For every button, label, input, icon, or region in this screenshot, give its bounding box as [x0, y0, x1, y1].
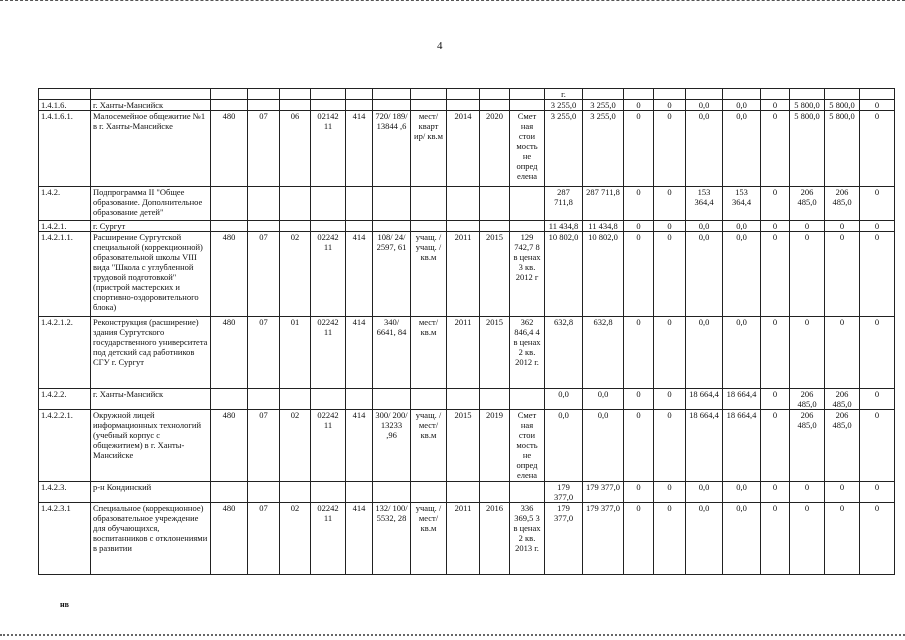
- table-cell: 0: [761, 410, 790, 482]
- table-cell: 0: [860, 221, 895, 232]
- table-cell: 0: [761, 187, 790, 221]
- table-row: [39, 317, 895, 389]
- table-cell: 02242 11: [311, 503, 346, 575]
- table-cell: 01: [280, 317, 311, 389]
- table-cell: 0: [624, 232, 654, 317]
- table-cell: 18 664,4: [723, 410, 761, 482]
- table-cell: 0: [860, 482, 895, 503]
- table-cell: 0: [654, 317, 686, 389]
- row-name: Специальное (коррекционное) образовательное учреждение для обучающихся, воспитанников с отклонениями в развитии: [91, 503, 211, 575]
- table-cell: 07: [248, 503, 280, 575]
- table-cell: 632,8: [583, 317, 624, 389]
- table-cell: 0: [860, 389, 895, 410]
- table-row: [39, 482, 895, 503]
- table-cell: 0: [860, 232, 895, 317]
- table-cell: 02242 11: [311, 410, 346, 482]
- table-cell: 0,0: [723, 111, 761, 187]
- row-code: 1.4.2.2.: [39, 389, 91, 410]
- table-cell: 0: [761, 482, 790, 503]
- table-cell: 206 485,0: [790, 410, 825, 482]
- table-cell: [411, 482, 447, 503]
- table-cell: 0: [860, 503, 895, 575]
- table-cell: 0: [860, 317, 895, 389]
- table-cell: 2019: [480, 410, 510, 482]
- table-cell: [373, 482, 411, 503]
- table-cell: 0,0: [686, 482, 723, 503]
- table-cell: 0: [624, 410, 654, 482]
- table-cell: 0: [654, 503, 686, 575]
- table-cell: [311, 482, 346, 503]
- table-cell: 2015: [447, 410, 480, 482]
- table-cell: [447, 100, 480, 111]
- row-code: 1.4.2.1.2.: [39, 317, 91, 389]
- row-name: р-н Кондинский: [91, 482, 211, 503]
- table-row: [39, 410, 895, 482]
- table-cell: 0: [825, 317, 860, 389]
- table-cell: 0: [624, 100, 654, 111]
- table-cell: 0: [654, 232, 686, 317]
- table-row: [39, 232, 895, 317]
- table-cell: 0: [790, 503, 825, 575]
- table-cell: 0: [790, 482, 825, 503]
- table-cell: [510, 389, 545, 410]
- table-cell: [480, 100, 510, 111]
- table-cell: [373, 100, 411, 111]
- table-cell: 2015: [480, 317, 510, 389]
- table-cell: [447, 221, 480, 232]
- table-cell: 206 485,0: [825, 187, 860, 221]
- table-cell: 5 800,0: [825, 100, 860, 111]
- table-cell: 287 711,8: [583, 187, 624, 221]
- table-cell: [211, 389, 248, 410]
- page-edge-bottom: [0, 634, 905, 636]
- table-cell: 720/ 189/ 13844 ,6: [373, 111, 411, 187]
- table-cell: 206 485,0: [790, 389, 825, 410]
- table-cell: 0: [790, 221, 825, 232]
- table-cell: [510, 221, 545, 232]
- table-cell: 0: [761, 503, 790, 575]
- table-cell: 0: [624, 317, 654, 389]
- table-cell: [373, 221, 411, 232]
- table-cell: 480: [211, 232, 248, 317]
- row-name: Окружной лицей информационных технологий (учебный корпус с общежитием) в г. Ханты-Мансийске: [91, 410, 211, 482]
- table-cell: 11 434,8: [545, 221, 583, 232]
- table-cell: 414: [346, 232, 373, 317]
- table-cell: 0,0: [723, 221, 761, 232]
- table-cell: [211, 221, 248, 232]
- table-cell: 129 742,7 8 в ценах 3 кв. 2012 г: [510, 232, 545, 317]
- table-cell: 0,0: [723, 482, 761, 503]
- table-cell: 0: [825, 482, 860, 503]
- table-cell: 108/ 24/ 2597, 61: [373, 232, 411, 317]
- table-cell: 18 664,4: [723, 389, 761, 410]
- table-cell: [373, 389, 411, 410]
- row-name: г. Ханты-Мансийск: [91, 389, 211, 410]
- table-cell: 0: [790, 317, 825, 389]
- budget-table: [38, 88, 895, 575]
- row-name: Расширение Сургутской специальной (коррекционной) образовательной школы VIII вида "Школа с углубленной трудовой подготовкой" (пристрой мастерских и спортивно-оздоровительного блока): [91, 232, 211, 317]
- table-cell: 02: [280, 503, 311, 575]
- table-cell: [211, 100, 248, 111]
- table-cell: 0,0: [545, 410, 583, 482]
- row-name: Малосемейное общежитие №1 в г. Ханты-Мансийске: [91, 111, 211, 187]
- table-cell: [211, 482, 248, 503]
- row-code: 1.4.2.3.: [39, 482, 91, 503]
- table-cell: [447, 389, 480, 410]
- table-cell: 0,0: [723, 317, 761, 389]
- table-cell: [373, 187, 411, 221]
- table-cell: [248, 187, 280, 221]
- table-cell: 2014: [447, 111, 480, 187]
- table-cell: 414: [346, 317, 373, 389]
- table-cell: 02242 11: [311, 317, 346, 389]
- table-cell: Смет ная стои мость не опред елена: [510, 111, 545, 187]
- table-cell: Смет ная стои мость не опред елена: [510, 410, 545, 482]
- table-cell: 0: [761, 111, 790, 187]
- table-cell: 132/ 100/ 5532, 28: [373, 503, 411, 575]
- table-row: [39, 187, 895, 221]
- row-code: 1.4.2.2.1.: [39, 410, 91, 482]
- table-cell: 06: [280, 111, 311, 187]
- table-cell: 10 802,0: [545, 232, 583, 317]
- table-cell: [346, 482, 373, 503]
- table-row: [39, 389, 895, 410]
- table-cell: 0: [624, 187, 654, 221]
- table-cell: 480: [211, 317, 248, 389]
- table-cell: [248, 100, 280, 111]
- table-cell: 0,0: [686, 317, 723, 389]
- table-row: [39, 221, 895, 232]
- table-cell: 0,0: [723, 100, 761, 111]
- table-cell: 179 377,0: [583, 482, 624, 503]
- table-cell: 0,0: [583, 410, 624, 482]
- table-cell: [311, 221, 346, 232]
- table-cell: [411, 100, 447, 111]
- row-code: 1.4.2.1.1.: [39, 232, 91, 317]
- table-cell: 0: [860, 187, 895, 221]
- table-cell: [510, 482, 545, 503]
- table-cell: мест/ кварт ир/ кв.м: [411, 111, 447, 187]
- table-cell: 02242 11: [311, 232, 346, 317]
- table-cell: 0: [624, 111, 654, 187]
- table-cell: 07: [248, 317, 280, 389]
- row-code: 1.4.1.6.1.: [39, 111, 91, 187]
- table-cell: [346, 187, 373, 221]
- table-cell: 5 800,0: [790, 111, 825, 187]
- table-cell: 2020: [480, 111, 510, 187]
- table-cell: 0: [624, 389, 654, 410]
- table-cell: учащ. / мест/ кв.м: [411, 410, 447, 482]
- table-cell: 0: [860, 410, 895, 482]
- table-cell: [411, 389, 447, 410]
- table-row: [39, 100, 895, 111]
- row-name: г. Ханты-Мансийск: [91, 100, 211, 111]
- table-cell: учащ. / мест/ кв.м: [411, 503, 447, 575]
- table-cell: 0,0: [723, 232, 761, 317]
- table-cell: 362 846,4 4 в ценах 2 кв. 2012 г.: [510, 317, 545, 389]
- table-cell: [311, 187, 346, 221]
- table-cell: [280, 221, 311, 232]
- table-cell: 0: [654, 100, 686, 111]
- table-cell: 0: [624, 503, 654, 575]
- table-cell: [311, 389, 346, 410]
- table-cell: 0: [860, 111, 895, 187]
- table-cell: 3 255,0: [583, 100, 624, 111]
- row-name: Подпрограмма II "Общее образование. Дополнительное образование детей": [91, 187, 211, 221]
- table-cell: 414: [346, 503, 373, 575]
- table-cell: [480, 221, 510, 232]
- table-cell: [480, 187, 510, 221]
- table-cell: 480: [211, 503, 248, 575]
- table-cell: [280, 100, 311, 111]
- table-cell: [211, 187, 248, 221]
- header-fragment: г.: [545, 89, 583, 100]
- table-cell: 0: [761, 389, 790, 410]
- table-cell: 480: [211, 111, 248, 187]
- table-cell: 3 255,0: [545, 111, 583, 187]
- table-cell: 0,0: [686, 503, 723, 575]
- table-cell: 07: [248, 111, 280, 187]
- table-cell: [447, 482, 480, 503]
- table-cell: 2011: [447, 232, 480, 317]
- table-cell: [480, 389, 510, 410]
- table-cell: 02: [280, 232, 311, 317]
- table-cell: [510, 100, 545, 111]
- table-cell: 0: [761, 221, 790, 232]
- table-cell: [411, 221, 447, 232]
- table-cell: 179 377,0: [545, 482, 583, 503]
- table-cell: 0: [654, 221, 686, 232]
- table-cell: 0: [624, 221, 654, 232]
- table-cell: 5 800,0: [790, 100, 825, 111]
- table-cell: [280, 187, 311, 221]
- table-cell: 3 255,0: [545, 100, 583, 111]
- table-cell: 0: [624, 482, 654, 503]
- table-cell: 414: [346, 111, 373, 187]
- row-name: Реконструкция (расширение) здания Сургутского государственного университета под детский сад работников СГУ г. Сургут: [91, 317, 211, 389]
- table-cell: 3 255,0: [583, 111, 624, 187]
- row-code: 1.4.2.: [39, 187, 91, 221]
- header-fragment-row: [39, 89, 895, 100]
- table-cell: 02142 11: [311, 111, 346, 187]
- table-cell: 287 711,8: [545, 187, 583, 221]
- table-cell: 480: [211, 410, 248, 482]
- table-cell: 2011: [447, 503, 480, 575]
- table-cell: 0: [654, 187, 686, 221]
- table-cell: 0,0: [545, 389, 583, 410]
- table-cell: 206 485,0: [825, 410, 860, 482]
- table-cell: 0,0: [583, 389, 624, 410]
- table-cell: 0: [825, 232, 860, 317]
- table-cell: 0,0: [686, 232, 723, 317]
- table-cell: 07: [248, 410, 280, 482]
- table-cell: 206 485,0: [825, 389, 860, 410]
- row-code: 1.4.2.3.1: [39, 503, 91, 575]
- row-name: г. Сургут: [91, 221, 211, 232]
- table-cell: [447, 187, 480, 221]
- table-cell: мест/ кв.м: [411, 317, 447, 389]
- table-cell: 0: [825, 503, 860, 575]
- table-cell: [346, 221, 373, 232]
- table-cell: 07: [248, 232, 280, 317]
- table-cell: 0: [860, 100, 895, 111]
- table-cell: 153 364,4: [686, 187, 723, 221]
- table-cell: 18 664,4: [686, 410, 723, 482]
- table-cell: 0,0: [686, 100, 723, 111]
- table-cell: 153 364,4: [723, 187, 761, 221]
- table-cell: [346, 389, 373, 410]
- table-cell: 0: [761, 232, 790, 317]
- table-cell: 18 664,4: [686, 389, 723, 410]
- table-cell: 414: [346, 410, 373, 482]
- table-cell: [480, 482, 510, 503]
- table-cell: [248, 389, 280, 410]
- table-cell: [346, 100, 373, 111]
- table-cell: [248, 221, 280, 232]
- table-cell: 340/ 6641, 84: [373, 317, 411, 389]
- table-cell: 0: [790, 232, 825, 317]
- table-cell: 300/ 200/ 13233 ,96: [373, 410, 411, 482]
- table-cell: [411, 187, 447, 221]
- table-cell: 0: [761, 100, 790, 111]
- table-cell: [248, 482, 280, 503]
- table-cell: 02: [280, 410, 311, 482]
- table-row: [39, 111, 895, 187]
- table-cell: 0,0: [686, 221, 723, 232]
- page-edge-top: [0, 0, 905, 1]
- table-cell: 10 802,0: [583, 232, 624, 317]
- table-cell: 0,0: [723, 503, 761, 575]
- table-cell: 0: [654, 389, 686, 410]
- table-cell: 179 377,0: [583, 503, 624, 575]
- table-cell: 179 377,0: [545, 503, 583, 575]
- table-cell: [311, 100, 346, 111]
- row-code: 1.4.1.6.: [39, 100, 91, 111]
- table-cell: 0: [761, 317, 790, 389]
- table-cell: 2011: [447, 317, 480, 389]
- table-cell: 336 369,5 3 в ценах 2 кв. 2013 г.: [510, 503, 545, 575]
- table-cell: [280, 482, 311, 503]
- table-cell: 0: [654, 482, 686, 503]
- table-cell: 206 485,0: [790, 187, 825, 221]
- table-cell: 5 800,0: [825, 111, 860, 187]
- table-cell: 0: [654, 111, 686, 187]
- table-cell: [510, 187, 545, 221]
- table-cell: 11 434,8: [583, 221, 624, 232]
- table-row: [39, 503, 895, 575]
- table-cell: 632,8: [545, 317, 583, 389]
- table-cell: учащ. / учащ. / кв.м: [411, 232, 447, 317]
- page-number: 4: [437, 40, 443, 52]
- table-cell: 2015: [480, 232, 510, 317]
- table-cell: 0: [654, 410, 686, 482]
- row-code: 1.4.2.1.: [39, 221, 91, 232]
- table-cell: 2016: [480, 503, 510, 575]
- footer-mark: нв: [60, 600, 69, 609]
- table-cell: 0: [825, 221, 860, 232]
- table-cell: [280, 389, 311, 410]
- table-cell: 0,0: [686, 111, 723, 187]
